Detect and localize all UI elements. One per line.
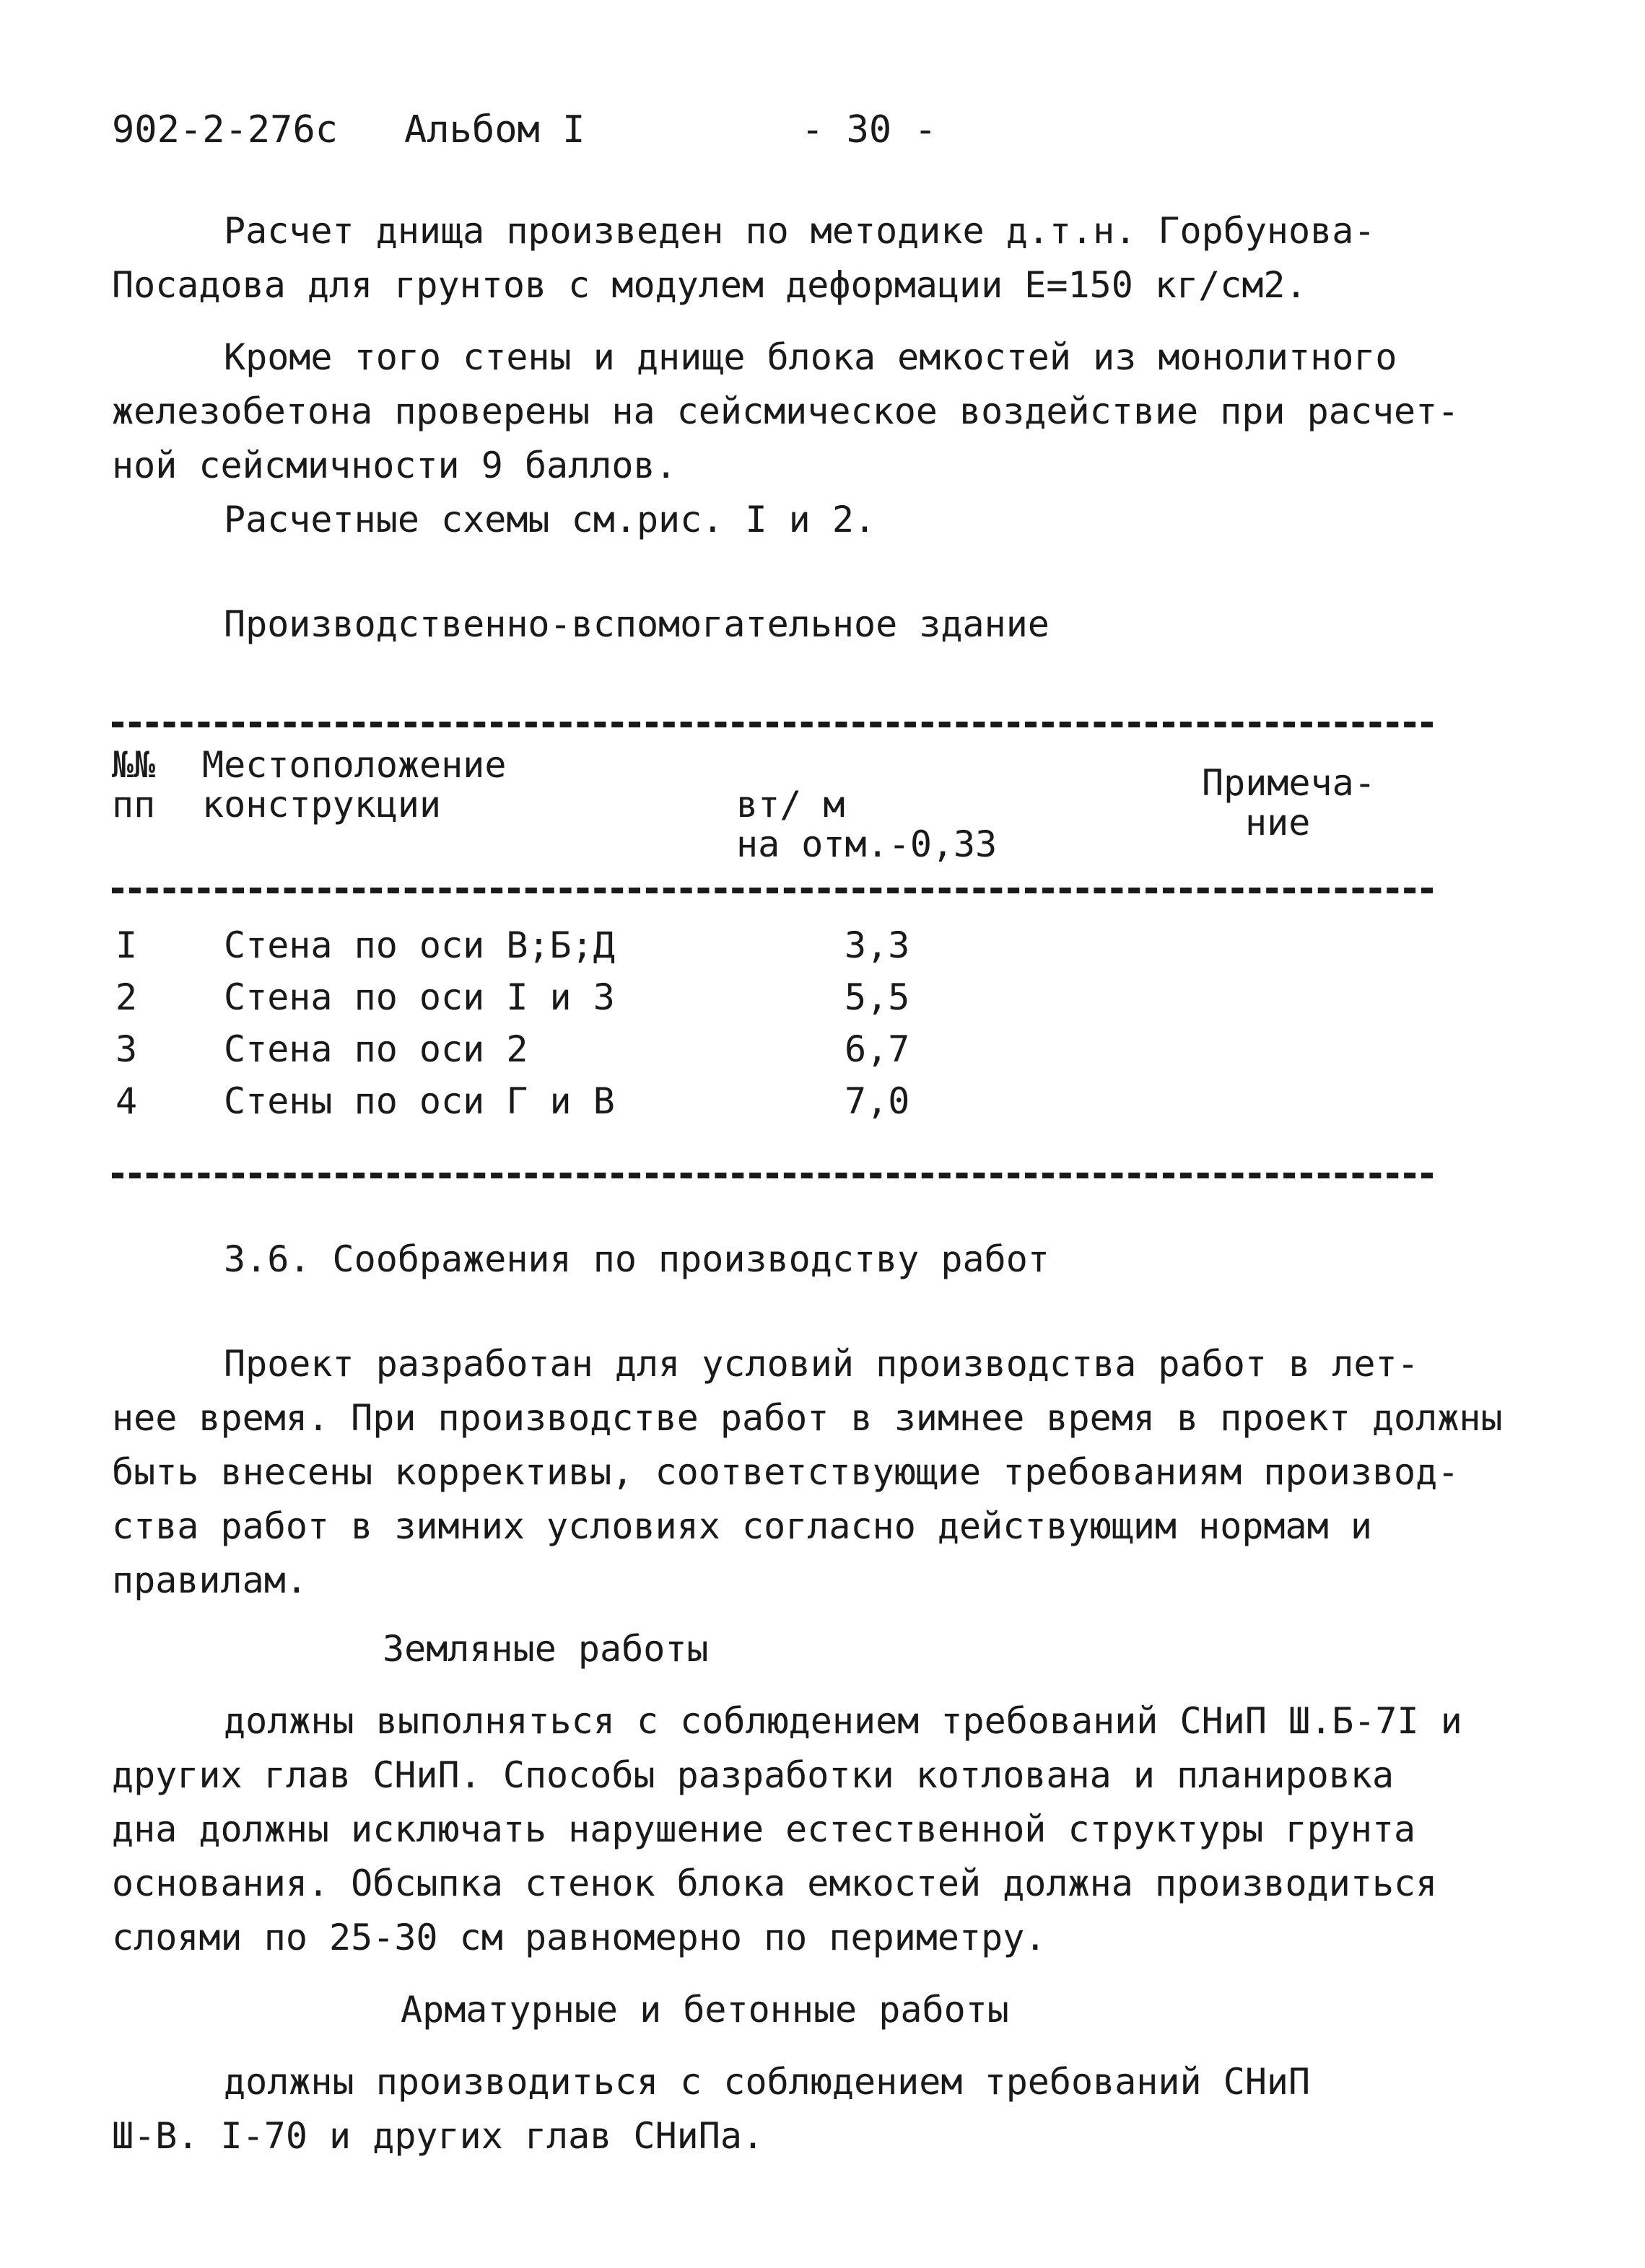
header-location: конструкции: [202, 784, 442, 826]
table-row-num: 4: [115, 1080, 138, 1122]
header-num: №№: [112, 744, 156, 786]
paragraph-line: основания. Обсыпка стенок блока емкостей должна производиться: [112, 1862, 1438, 1904]
paragraph-line: других глав СНиП. Способы разработки котлована и планировка: [112, 1754, 1395, 1796]
building-title: Производственно-вспомогательное здание: [224, 603, 1050, 645]
document-code: 902-2-276с: [112, 108, 339, 152]
paragraph-line: Кроме того стены и днище блока емкостей из монолитного: [224, 336, 1397, 378]
header-note: Примеча-: [1202, 762, 1376, 804]
table-row-num: 2: [115, 976, 138, 1018]
paragraph-line: Посадова для грунтов с модулем деформации Е=150 кг/см2.: [112, 264, 1307, 306]
table-header-rule: [112, 888, 1433, 893]
paragraph-line: Расчетные схемы см.рис. I и 2.: [224, 499, 876, 540]
album-label: Альбом I: [404, 108, 585, 152]
paragraph-line: быть внесены коррективы, соответствующие требованиям производ-: [112, 1451, 1459, 1493]
paragraph-line: дна должны исключать нарушение естественной структуры грунта: [112, 1808, 1416, 1850]
table-top-rule: [112, 722, 1433, 727]
subsection-title-earthworks: Земляные работы: [383, 1628, 709, 1670]
header-value: на отм.-0,33: [736, 823, 998, 865]
header-note: ние: [1245, 802, 1311, 844]
paragraph-line: должны производиться с соблюдением требований СНиП: [224, 2061, 1311, 2103]
table-row-value: 6,7: [845, 1028, 910, 1070]
paragraph-line: нее время. При производстве работ в зимнее время в проект должны: [112, 1397, 1503, 1439]
paragraph-line: Проект разработан для условий производства работ в лет-: [224, 1343, 1419, 1385]
table-row-num: 3: [115, 1028, 138, 1070]
table-row-num: I: [115, 924, 138, 966]
header-num: пп: [112, 784, 156, 826]
table-row-location: Стена по оси 2: [224, 1028, 528, 1070]
table-row-value: 3,3: [845, 924, 910, 966]
table-row-location: Стены по оси Г и В: [224, 1080, 615, 1122]
paragraph-line: ства работ в зимних условиях согласно действующим нормам и: [112, 1505, 1372, 1547]
subsection-title-concrete: Арматурные и бетонные работы: [401, 1989, 1009, 2031]
section-title: 3.6. Соображения по производству работ: [224, 1238, 1050, 1280]
paragraph-line: Расчет днища произведен по методике д.т.н. Горбунова-: [224, 210, 1376, 252]
table-row-value: 7,0: [845, 1080, 910, 1122]
table-row-location: Стена по оси В;Б;Д: [224, 924, 615, 966]
table-bottom-rule: [112, 1173, 1433, 1178]
header-value: вт/ м: [736, 784, 845, 826]
paragraph-line: ной сейсмичности 9 баллов.: [112, 445, 677, 486]
header-location: Местоположение: [202, 744, 507, 786]
table-row-value: 5,5: [845, 976, 910, 1018]
paragraph-line: Ш-В. I-70 и других глав СНиПа.: [112, 2115, 764, 2157]
paragraph-line: слоями по 25-30 см равномерно по периметру.: [112, 1917, 1047, 1958]
paragraph-line: должны выполняться с соблюдением требований СНиП Ш.Б-7I и: [224, 1700, 1462, 1742]
table-row-location: Стена по оси I и 3: [224, 976, 615, 1018]
paragraph-line: железобетона проверены на сейсмическое воздействие при расчет-: [112, 390, 1459, 432]
page-number: - 30 -: [801, 108, 937, 152]
paragraph-line: правилам.: [112, 1559, 307, 1601]
